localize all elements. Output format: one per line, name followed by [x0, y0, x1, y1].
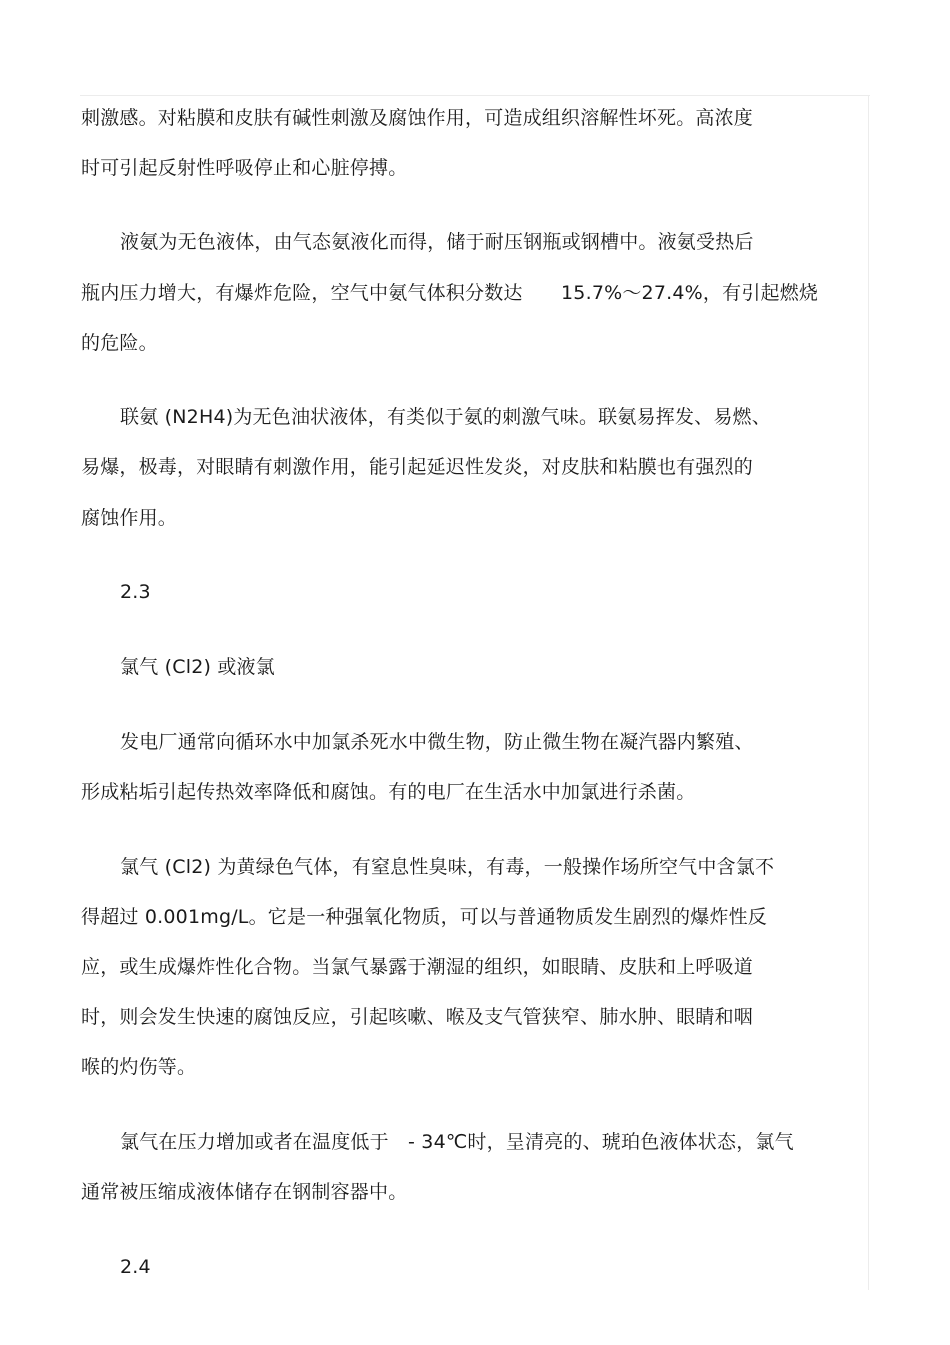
text-line-8: 腐蚀作用。 — [81, 507, 178, 529]
text-line-7: 易爆，极毒，对眼睛有刺激作用，能引起延迟性发炎，对皮肤和粘膜也有强烈的 — [81, 456, 754, 478]
page-top-border — [80, 95, 870, 96]
text-line-13: 氯气 (Cl2) 为黄绿色气体，有窒息性臭味，有毒，一般操作场所空气中含氯不 — [120, 856, 775, 878]
text-line-19: 通常被压缩成液体储存在钢制容器中。 — [81, 1181, 408, 1203]
page-right-border — [868, 95, 869, 1290]
text-line-11: 发电厂通常向循环水中加氯杀死水中微生物，防止微生物在凝汽器内繁殖、 — [120, 731, 754, 753]
text-line-2: 时可引起反射性呼吸停止和心脏停搏。 — [81, 157, 408, 179]
text-line-15: 应，或生成爆炸性化合物。当氯气暴露于潮湿的组织，如眼睛、皮肤和上呼吸道 — [81, 956, 754, 978]
text-line-1: 刺激感。对粘膜和皮肤有碱性刺激及腐蚀作用，可造成组织溶解性坏死。高浓度 — [81, 107, 754, 129]
text-line-14: 得超过 0.001mg/L。它是一种强氧化物质，可以与普通物质发生剧烈的爆炸性反 — [81, 906, 767, 928]
text-line-4: 瓶内压力增大，有爆炸危险，空气中氨气体积分数达 15.7%～27.4%，有引起燃烧 — [81, 282, 819, 304]
text-line-18: 氯气在压力增加或者在温度低于 - 34℃时，呈清亮的、琥珀色液体状态，氯气 — [120, 1131, 794, 1153]
text-line-17: 喉的灼伤等。 — [81, 1056, 197, 1078]
text-line-3: 液氨为无色液体，由气态氨液化而得，储于耐压钢瓶或钢槽中。液氨受热后 — [120, 231, 754, 253]
text-line-6: 联氨 (N2H4)为无色油状液体，有类似于氨的刺激气味。联氨易挥发、易燃、 — [120, 406, 771, 428]
section-number-2-4: 2.4 — [120, 1256, 151, 1278]
section-title-chlorine: 氯气 (Cl2) 或液氯 — [120, 656, 275, 678]
text-line-5: 的危险。 — [81, 332, 158, 354]
text-line-16: 时，则会发生快速的腐蚀反应，引起咳嗽、喉及支气管狭窄、肺水肿、眼睛和咽 — [81, 1006, 754, 1028]
section-number-2-3: 2.3 — [120, 581, 151, 603]
text-line-12: 形成粘垢引起传热效率降低和腐蚀。有的电厂在生活水中加氯进行杀菌。 — [81, 781, 696, 803]
